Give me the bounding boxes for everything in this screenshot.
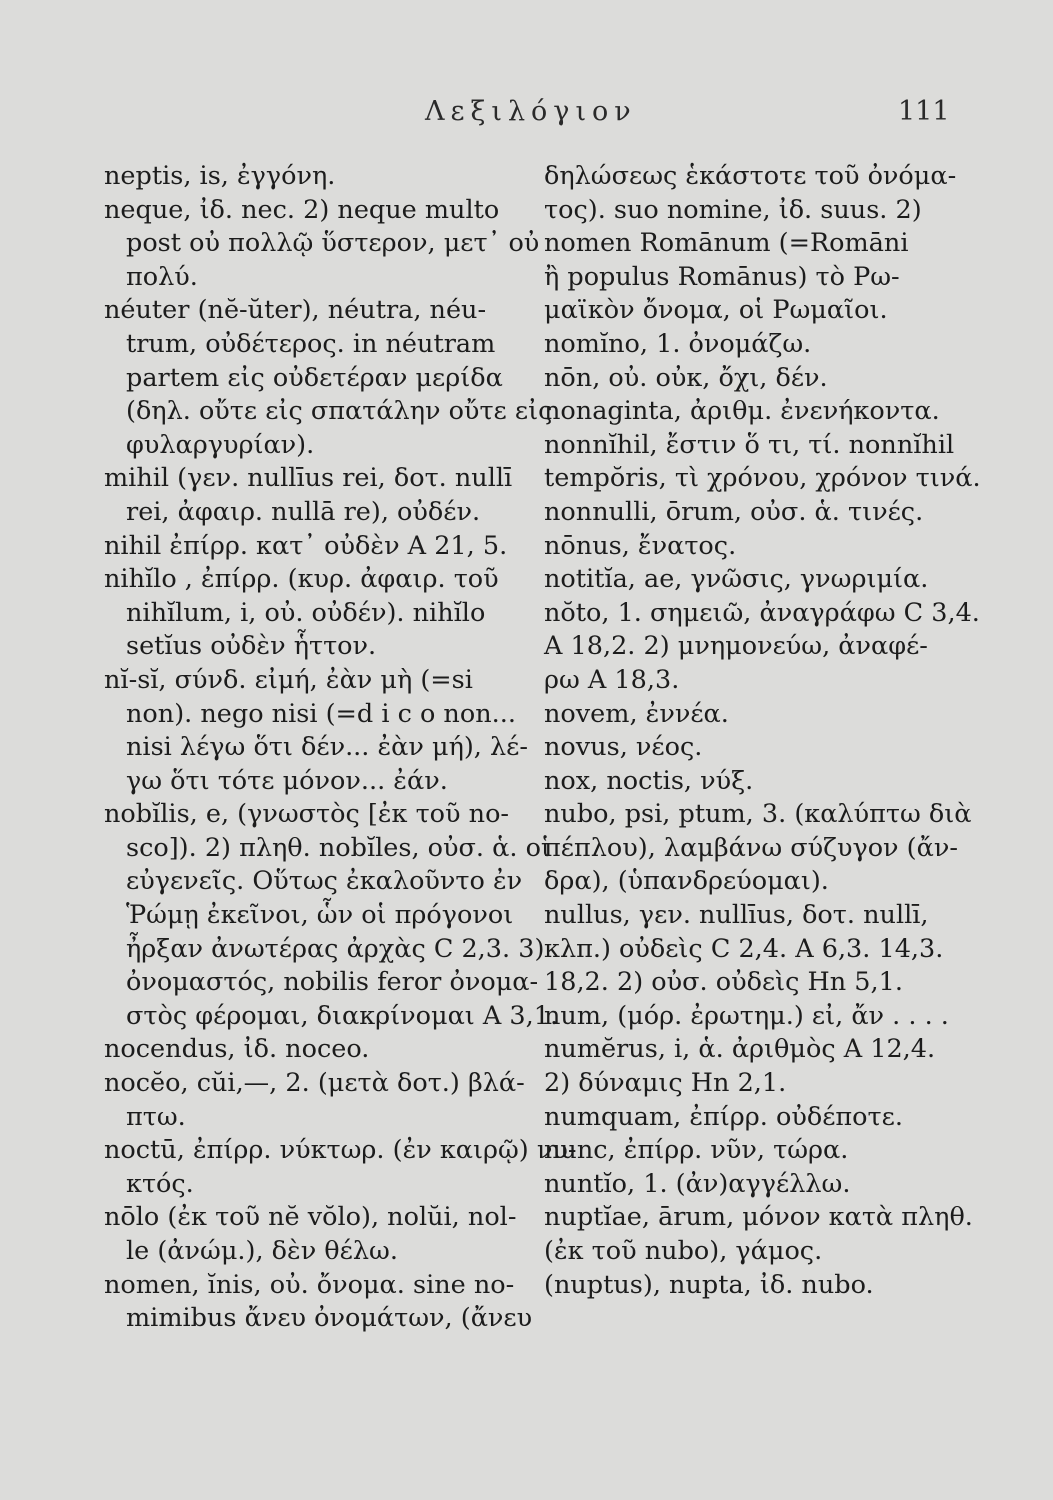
entry-line: nihĭlum, i, οὐ. οὐδέν). nihĭlo <box>126 597 486 628</box>
entry-line: nullus, γεν. nullīus, δοτ. nullī, <box>544 900 929 931</box>
entry-line: notitĭa, ae, γνῶσις, γνωριμία. <box>544 564 929 595</box>
entry-line: nihĭlo , ἐπίρρ. (κυρ. ἀφαιρ. τοῦ <box>104 564 499 595</box>
entry-line: mimibus ἄνευ ὀνομάτων, (ἄνευ <box>126 1303 533 1334</box>
entry-line: πολύ. <box>126 261 198 292</box>
page-number: 111 <box>898 96 950 127</box>
entry-line: nocĕo, cŭi,—, 2. (μετὰ δοτ.) βλά- <box>104 1068 525 1099</box>
entry-line: num, (μόρ. ἐρωτημ.) εἰ, ἄν . . . . <box>544 1000 949 1031</box>
entry-line: nuptĭae, ārum, μόνον κατὰ πληθ. <box>544 1202 973 1233</box>
entry-line: nomĭno, 1. ὀνομάζω. <box>544 328 812 359</box>
entry-line: nonaginta, ἀριθμ. ἐνενήκοντα. <box>544 396 940 427</box>
entry-line: πέπλου), λαμβάνω σύζυγον (ἄν- <box>544 832 958 863</box>
entry-line: partem εἰς οὐδετέραν μερίδα <box>126 362 503 393</box>
entry-line: tempŏris, τὶ χρόνου, χρόνον τινά. <box>544 463 981 494</box>
running-title: Λεξιλόγιον <box>425 96 637 127</box>
entry-line: nōlo (ἐκ τοῦ nĕ vŏlo), nolŭi, nol- <box>104 1202 517 1233</box>
entry-line: (nuptus), nupta, ἰδ. nubo. <box>544 1269 874 1300</box>
entry-line: φυλαργυρίαν). <box>126 429 315 460</box>
entry-line: nocendus, ἰδ. noceo. <box>104 1034 370 1065</box>
entry-line: trum, οὐδέτερος. in néutram <box>126 328 496 359</box>
entry-line: (δηλ. οὔτε εἰς σπατάλην οὔτε εἰς <box>126 396 553 427</box>
entry-line: neptis, is, ἐγγόνη. <box>104 161 336 191</box>
entry-line: τος). suo nomine, ἰδ. suus. 2) <box>544 194 922 225</box>
entry-line: sco]). 2) πληθ. nobĭles, οὐσ. ἁ. οἱ <box>126 832 551 863</box>
entry-line: novus, νέος. <box>544 732 703 763</box>
entry-line: δηλώσεως ἑκάστοτε τοῦ ὀνόμα- <box>544 161 957 191</box>
entry-line: κλπ.) οὐδεὶς C 2,4. Α 6,3. 14,3. <box>544 933 944 964</box>
entry-line: ἢ populus Romānus) τὸ Ρω- <box>544 261 900 292</box>
entry-line: μαϊκὸν ὄνομα, οἱ Ρωμαῖοι. <box>544 295 888 326</box>
entry-line: nonnulli, ōrum, οὐσ. ἁ. τινές. <box>544 496 924 527</box>
entry-line: numĕrus, i, ἁ. ἀριθμὸς Α 12,4. <box>544 1034 936 1065</box>
entry-line: nox, noctis, νύξ. <box>544 765 754 796</box>
entry-line: nobĭlis, e, (γνωστὸς [ἐκ τοῦ no- <box>104 799 510 830</box>
entry-line: mihil (γεν. nullīus rei, δοτ. nullī <box>104 463 513 494</box>
entry-line: Α 18,2. 2) μνημονεύω, ἀναφέ- <box>544 631 928 662</box>
entry-line: πτω. <box>126 1101 186 1132</box>
entry-line: post οὐ πολλῷ ὕστερον, μετ᾽ οὐ <box>126 228 540 259</box>
right-column <box>544 160 981 1302</box>
entry-line: nōn, οὐ. οὐκ, ὄχι, δέν. <box>544 362 828 393</box>
entry-line: 2) δύναμις Hn 2,1. <box>544 1068 787 1099</box>
entry-line: 18,2. 2) οὐσ. οὐδεὶς Hn 5,1. <box>544 967 903 998</box>
page-header <box>0 96 1053 136</box>
entry-line: nōnus, ἔνατος. <box>544 530 737 561</box>
entry-line: nunc, ἐπίρρ. νῦν, τώρα. <box>544 1135 849 1166</box>
entry-line: (ἐκ τοῦ nubo), γάμος. <box>544 1236 823 1266</box>
entry-line: le (ἀνώμ.), δὲν θέλω. <box>126 1236 398 1266</box>
entry-line: nĭ-sĭ, σύνδ. εἰμή, ἐὰν μὴ (=si <box>104 664 473 695</box>
entry-line: εὐγενεῖς. Οὕτως ἐκαλοῦντο ἐν <box>126 866 523 897</box>
entry-line: ἦρξαν ἀνωτέρας ἀρχὰς C 2,3. 3) <box>126 933 545 964</box>
entry-line: γω ὅτι τότε μόνον... ἐάν. <box>126 765 448 796</box>
entry-line: neque, ἰδ. nec. 2) neque multo <box>104 194 500 225</box>
entry-line: nisi λέγω ὅτι δέν... ἐὰν μή), λέ- <box>126 732 528 763</box>
entry-line: numquam, ἐπίρρ. οὐδέποτε. <box>544 1101 903 1132</box>
entry-line: ὀνομαστός, nobilis feror ὀνομα- <box>126 967 539 998</box>
entry-line: ρω Α 18,3. <box>544 664 680 695</box>
entry-line: nŏto, 1. σημειῶ, ἀναγράφω C 3,4. <box>544 597 980 628</box>
entry-line: novem, ἐννέα. <box>544 698 729 729</box>
entry-line: néuter (nĕ-ŭter), néutra, néu- <box>104 295 487 326</box>
entry-line: κτός. <box>126 1168 194 1199</box>
entry-line: nonnĭhil, ἔστιν ὅ τι, τί. nonnĭhil <box>544 429 955 460</box>
entry-line: non). nego nisi (=d i c o non... <box>126 698 516 729</box>
left-column <box>104 160 577 1336</box>
entry-line: στὸς φέρομαι, διακρίνομαι Α 3,1. <box>126 1000 559 1031</box>
entry-line: noctū, ἐπίρρ. νύκτωρ. (ἐν καιρῷ) νυ- <box>104 1135 577 1166</box>
entry-line: Ῥώμῃ ἐκεῖνοι, ὧν οἱ πρόγονοι <box>126 900 514 931</box>
entry-line: rei, ἀφαιρ. nullā re), οὐδέν. <box>126 496 481 527</box>
entry-line: nomen, ĭnis, οὐ. ὄνομα. sine no- <box>104 1269 515 1300</box>
entry-line: nihil ἐπίρρ. κατ᾽ οὐδὲν Α 21, 5. <box>104 530 508 561</box>
entry-line: nomen Romānum (=Romāni <box>544 228 909 259</box>
entry-line: δρα), (ὑπανδρεύομαι). <box>544 866 829 897</box>
entry-line: nuntĭo, 1. (ἀν)αγγέλλω. <box>544 1168 851 1199</box>
entry-line: nubo, psi, ptum, 3. (καλύπτω διὰ <box>544 799 972 830</box>
entry-line: setĭus οὐδὲν ἧττον. <box>126 631 377 662</box>
